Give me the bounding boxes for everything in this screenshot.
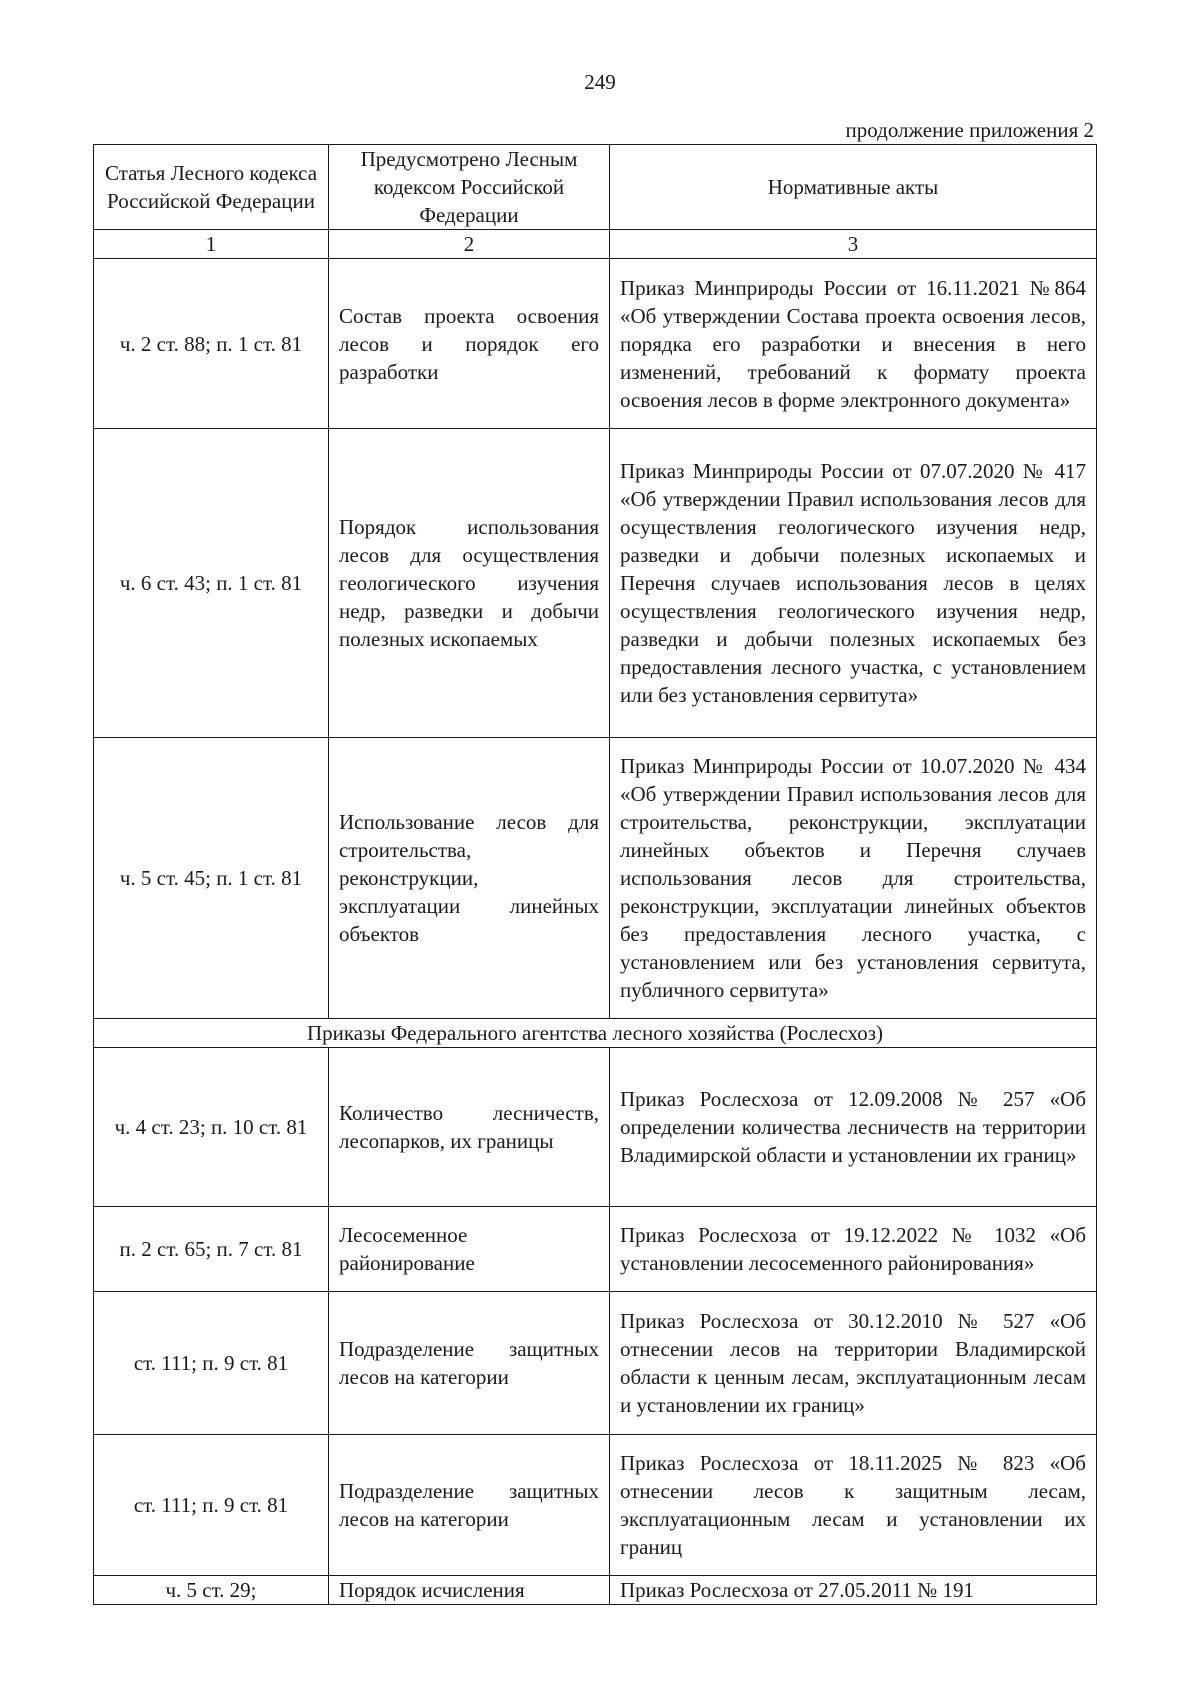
- table-row: [94, 1576, 1097, 1605]
- article-cell: ч. 4 ст. 23; п. 10 ст. 81: [94, 1048, 329, 1207]
- act-cell: Приказ Минприроды России от 07.07.2020 № 417 «Об утверждении Правил использования лесов для осуществления геологического изучения недр, разведки и добычи полезных ископаемых и Перечня случаев использования лесов в целях осуществления геологического изучения недр, разведки и добычи полезных ископаемых без предоставления лесного участка, с установлением или без установления сервитута»: [610, 429, 1097, 738]
- provision-cell: Подразделение защитных лесов на категории: [329, 1292, 610, 1435]
- section-row: [94, 1019, 1097, 1048]
- article-cell: ч. 5 ст. 29;: [94, 1576, 329, 1605]
- article-cell: ч. 6 ст. 43; п. 1 ст. 81: [94, 429, 329, 738]
- act-cell: Приказ Рослесхоза от 12.09.2008 № 257 «Об определении количества лесничеств на территории Владимирской области и установлении их границ»: [610, 1048, 1097, 1207]
- provision-cell: Количество лесничеств, лесопарков, их границы: [329, 1048, 610, 1207]
- table-row: [94, 1207, 1097, 1292]
- table-row: [94, 259, 1097, 429]
- header-provision: Предусмотрено Лесным кодексом Российской Федерации: [329, 145, 610, 230]
- act-cell: Приказ Рослесхоза от 19.12.2022 № 1032 «Об установлении лесосеменного районирования»: [610, 1207, 1097, 1292]
- provision-cell: Использование лесов для строительства, реконструкции, эксплуатации линейных объектов: [329, 738, 610, 1019]
- article-cell: ст. 111; п. 9 ст. 81: [94, 1435, 329, 1576]
- column-number: 2: [329, 230, 610, 259]
- section-title: Приказы Федерального агентства лесного хозяйства (Рослесхоз): [94, 1019, 1097, 1048]
- act-cell: Приказ Минприроды России от 10.07.2020 № 434 «Об утверждении Правил использования лесов для строительства, реконструкции, эксплуатации линейных объектов и Перечня случаев использования лесов для строительства, реконструкции, эксплуатации линейных объектов без предоставления лесного участка, с установлением или без установления сервитута, публичного сервитута»: [610, 738, 1097, 1019]
- table-row: [94, 429, 1097, 738]
- provision-cell: Подразделение защитных лесов на категории: [329, 1435, 610, 1576]
- column-number: 3: [610, 230, 1097, 259]
- act-cell: Приказ Рослесхоза от 27.05.2011 № 191: [610, 1576, 1097, 1605]
- article-cell: п. 2 ст. 65; п. 7 ст. 81: [94, 1207, 329, 1292]
- header-acts: Нормативные акты: [610, 145, 1097, 230]
- table-row: [94, 1435, 1097, 1576]
- provision-cell: Состав проекта освоения лесов и порядок его разработки: [329, 259, 610, 429]
- table-header-row: [94, 145, 1097, 230]
- provision-cell: Лесосеменное районирование: [329, 1207, 610, 1292]
- table-row: [94, 1048, 1097, 1207]
- page-number: 249: [584, 70, 616, 94]
- header-article: Статья Лесного кодекса Российской Федерации: [94, 145, 329, 230]
- column-number: 1: [94, 230, 329, 259]
- table-row: [94, 1292, 1097, 1435]
- act-cell: Приказ Рослесхоза от 18.11.2025 № 823 «Об отнесении лесов к защитным лесам, эксплуатационным лесам и установлении их границ: [610, 1435, 1097, 1576]
- act-cell: Приказ Рослесхоза от 30.12.2010 № 527 «Об отнесении лесов на территории Владимирской области к ценным лесам, эксплуатационным лесам и установлении их границ»: [610, 1292, 1097, 1435]
- provision-cell: Порядок исчисления: [329, 1576, 610, 1605]
- article-cell: ст. 111; п. 9 ст. 81: [94, 1292, 329, 1435]
- act-cell: Приказ Минприроды России от 16.11.2021 №864 «Об утверждении Состава проекта освоения лесов, порядка его разработки и внесения в него изменений, требований к формату проекта освоения лесов в форме электронного документа»: [610, 259, 1097, 429]
- provision-cell: Порядок использования лесов для осуществления геологического изучения недр, разведки и добычи полезных ископаемых: [329, 429, 610, 738]
- table-row: [94, 738, 1097, 1019]
- column-number-row: [94, 230, 1097, 259]
- article-cell: ч. 5 ст. 45; п. 1 ст. 81: [94, 738, 329, 1019]
- normative-acts-table: [93, 144, 1097, 1605]
- continuation-note: продолжение приложения 2: [845, 118, 1094, 142]
- article-cell: ч. 2 ст. 88; п. 1 ст. 81: [94, 259, 329, 429]
